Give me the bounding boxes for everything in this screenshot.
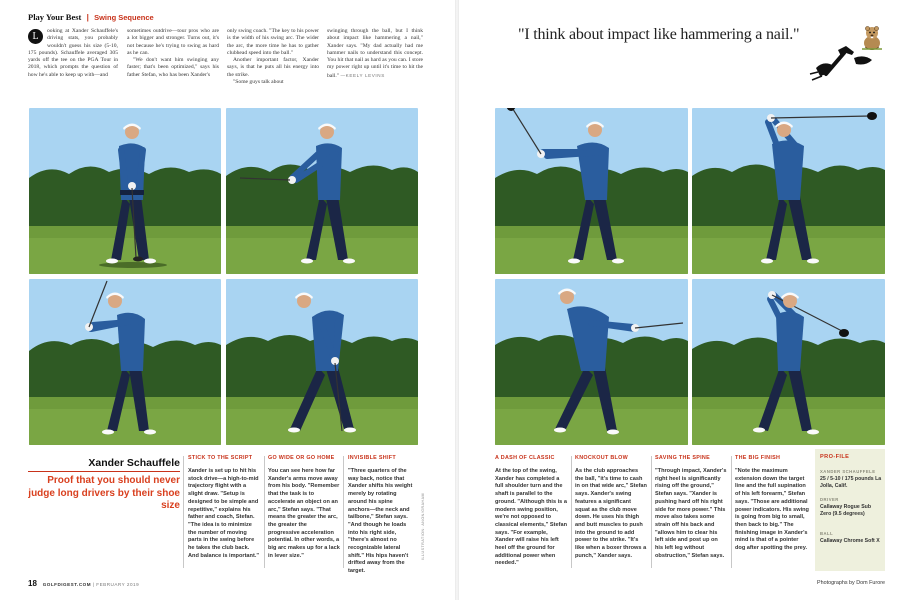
footer-divider: | [92,582,95,587]
profile-ball-label: BALL [820,531,834,536]
illustration-credit: ILLUSTRATION: ANON/GRAHAM [421,493,425,560]
swing-photo-3 [29,279,221,445]
player-name: Xander Schauffele [88,457,180,469]
caption-title-3: INVISIBLE SHIFT [348,455,396,461]
intro-column-2 [127,28,219,79]
tagline: Proof that you should never judge long drivers by their shoe size [28,475,180,511]
caption-title-5: KNOCKOUT BLOW [575,455,629,461]
intro-column-1 [28,28,118,79]
column-divider [264,456,265,568]
caption-title-2: GO WIDE OR GO HOME [268,455,335,461]
caption-title-1: STICK TO THE SCRIPT [188,455,253,461]
profile-name-label: XANDER SCHAUFFELE [820,469,876,474]
intro-paragraph: Another important factor, Xander says, is that he puts all his energy into the strike. [227,57,319,78]
section-title: Play Your Best [28,12,82,22]
name-divider [28,471,180,472]
caption-title-7: THE BIG FINISH [735,455,781,461]
column-divider [343,456,344,568]
profile-name-value: 25 / 5-10 / 175 pounds La Jolla, Calif. [820,476,882,489]
caption-text-7: "Note the maximum extension down the target line and the full supination of his left forearm," Stefan says. "Those are additional power indicators. His swing is going from big to small, then back to big." The finishing image in Xander's mind is that of a pointer dog after spotting the prey. [735,468,809,552]
page-gutter [455,0,459,600]
intro-paragraph: ooking at Xander Schauffele's driving stats, you probably wouldn't guess his size (5-10, 175 pounds). Schauffele averaged 305 yards off the tee on the PGA Tour in 2018, which prompts the question of how he's able to keep up with—and [28,28,118,78]
caption-text-5: As the club approaches the ball, "it's time to cash in on that wide arc," Stefan says. Xander's swing features a significant squat as the club move down. He uses his thigh and butt muscles to push into the ground to add power to the strike. "It's like when a boxer throws a punch," Xander says. [575,468,647,559]
caption-text-4: At the top of the swing, Xander has completed a full shoulder turn and the shaft is parallel to the ground. "Although this is a modern swing position, we're not opposed to classical elements," Stefan says. "For example, Xander will raise his left heel off the ground for additional power when needed." [495,468,567,567]
column-divider [731,456,732,568]
caption-title-6: SAVING THE SPINE [655,455,711,461]
swing-photo-4 [226,279,418,445]
hammer-illustration [808,44,874,84]
profile-driver-value: Callaway Rogue Sub Zero (9.5 degrees) [820,504,872,517]
footer-site: GOLFDIGEST.COM [42,582,92,587]
intro-paragraph: "Some guys talk about [233,79,284,86]
intro-paragraph: sometimes outdrive—tour pros who are a lot bigger and stronger. Turns out, it's not because he's trying to swing as hard as he can. [127,28,219,56]
intro-paragraph [327,28,423,80]
swing-photo-6 [692,108,885,274]
drop-cap: L [28,29,43,44]
caption-text-3: "Three quarters of the way back, notice that Xander shifts his weight merely by rotating around his spine anchors—the neck and tailbone," Stefan says. "And though he loads into his right side, "there's almost no recognizable lateral shift." His hips haven't drifted away from the target. [348,468,413,575]
column-divider [651,456,652,568]
subsection-title: Swing Sequence [94,13,154,22]
pull-quote: "I think about impact like hammering a nail." [518,26,800,43]
byline: —KEELY LEVINS [340,72,385,78]
swing-photo-8 [692,279,885,445]
profile-ball-value: Callaway Chrome Soft X [820,538,880,544]
page-footer [28,579,139,588]
column-divider [183,456,184,568]
caption-text-6: "Through impact, Xander's right heel is significantly rising off the ground," Stefan says. "Xander is pushing hard off his right side for more power." This move also takes some strain off his back and "allows him to clear his left side and post up on his left leg without obstruction," Stefan says. [655,468,727,559]
profile-box [815,449,885,571]
swing-photo-2 [226,108,418,274]
caption-text-2: You can see here how far Xander's arms move away from his body. "Remember that the task is to accelerate an object on an arc," Stefan says. "That means the greater the arc, the greater the progressive acceleration potential. In other words, a big arc makes up for a lack in lever size." [268,468,340,559]
page-number: 18 [28,579,37,588]
header-separator: | [86,13,89,22]
intro-paragraph: only swing coach. "The key to his power is the width of his swing arc. The wider the arc, the more time he has to gather clubhead speed into the ball." [227,28,319,56]
intro-column-3 [227,28,319,86]
swing-photo-7 [495,279,688,445]
profile-title: PRO-FILE [820,454,850,460]
intro-paragraph: "We don't want him swinging any faster; that's been optimized," says his father Stefan, who has been Xander's [127,57,219,78]
swing-photo-1 [29,108,221,274]
swing-photo-5 [495,108,688,274]
profile-driver-label: DRIVER [820,497,839,502]
caption-title-4: A DASH OF CLASSIC [495,455,555,461]
intro-column-4 [327,28,423,80]
photo-credit: Photographs by Dom Furore [816,580,885,586]
footer-date: FEBRUARY 2019 [96,582,140,587]
caption-text-1: Xander is set up to hit his stock drive—a high-to-mid trajectory flight with a slight draw. "Setup is designed to be simple and repetitive," explains his father and coach, Stefan. "The idea is to minimize the number of moving parts in the swing before he takes the club back. And balance is important." [188,468,260,559]
column-divider [571,456,572,568]
section-header [28,12,154,22]
intro-text-final: swinging through the ball, but I think about impact like hammering a nail," Xander says. "My dad actually had me hammer nails to understand this concept. You hit that nail as hard as you can. I store my power right up until it's time to hit the ball." [327,28,423,79]
